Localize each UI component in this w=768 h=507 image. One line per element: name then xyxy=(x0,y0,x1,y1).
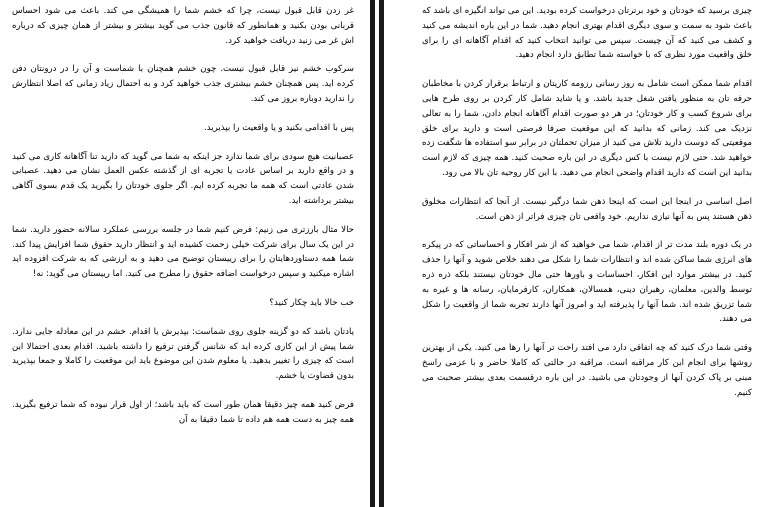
left-page xyxy=(0,0,370,507)
left-paragraph: حالا مثال بارزتری می زنیم: فرض کنیم شما در جلسه بررسی عملکرد سالانه حضور دارید. شما در این یک سال برای شرکت خیلی زحمت کشیده اید و انتظار دارید حقوق شما افزایش پیدا کند. شما همه دستاوردهایتان را برای رییستان توضیح می دهید و به ارزشی که به شرکت افزوده اید اشاره میکنید و سپس درخواست اضافه حقوق را مطرح می کنید. اما رییستان می گوید: نه! xyxy=(12,224,354,280)
left-page-text xyxy=(12,4,354,442)
left-paragraph: سرکوب خشم نیز قابل قبول نیست. چون خشم همچنان با شماست و آن را در درونتان دفن کرده اید. پس همچنان خشم بیشتری جذب خواهید کرد و به احتمال زیاد زمانی که اصلا انتظارش را ندارید دوباره بروز می کند. xyxy=(12,64,354,104)
right-paragraph: اصل اساسی در اینجا این است که اینجا ذهن شما درگیر نیست. از آنجا که انتظارات مخلوق ذهن هستند پس به آنها نیازی نداریم. خود واقعی تان چیزی فراتر از ذهن است. xyxy=(422,196,752,222)
left-paragraph: خب حالا باید چکار کنید؟ xyxy=(269,297,354,308)
right-paragraph: اقدام شما ممکن است شامل به روز رسانی رزومه کاریتان و ارتباط برقرار کردن با مخاطبان حرفه تان به منظور یافتن شغل جدید باشد. و یا شاید شامل کار کردن بر روی طرح هایی برای شروع کسب و کار خودتان؛ در هر دو صورت اقدام آگاهانه انجام دادن، شما را به تعالی نزدیک می کند. زمانی که بدانید که این موقعیت صرفا فرصتی است و دارید برای خلق موقعیتی که دوست دارید تلاش می کنید از میزان تحملتان در برابر سو استفاده ها شگفت زده خواهید شد. حتی لازم نیست با کس دیگری در این باره صحبت کنید. همه چیزی که لازم است بدانید این است که دارید اقدام واضحی انجام می دهید. با این کار روحیه تان بالا می رود. xyxy=(422,79,752,178)
right-paragraph: در یک دوره بلند مدت تر از اقدام، شما می خواهید که از شر افکار و احساساتی که در پیکره های انرژی شما ساکن شده اند و انتظارات شما را شکل می دهند خلاص شوید و آنها را حذف کنید. در بیشتر موارد این افکار، احساسات و باورها حتی مال خودتان نیستند بلکه ذره ذره توسط والدین، معلمان، رهبران دینی، همسالان، همکاران، کارفرمایان، رسانه ها و غیره به شما تزریق شده اند. شما آنها را پذیرفته اید و امروز آنها دارند تجربه شما از واقعیت را شکل می دهند. xyxy=(422,240,752,325)
right-page-text xyxy=(422,4,752,414)
left-paragraph: پس با اقدامی بکنید و یا واقعیت را بپذیرید. xyxy=(204,122,354,133)
page-gutter xyxy=(370,0,384,507)
left-paragraph: یادتان باشد که دو گزینه جلوی روی شماست: بپذیرش یا اقدام. خشم در این معادله جایی ندارد. شما پیش از این کاری کرده اید که شانس گرفتن ترفیع را داشته باشید. اقدام بعدی احتمالا این است که چیزی را تغییر بدهید. یا معلوم شدن این موضوع باید این موقعیت را کاملا و جمعا بپذیرید بدون قضاوت یا خشم. xyxy=(12,326,354,382)
left-paragraph: فرض کنید همه چیز دقیقا همان طور است که باید باشد؛ از اول قرار نبوده که شما ترفیع بگیرید. همه چیز به دست همه هم داده تا شما دقیقا به آن xyxy=(12,399,354,425)
left-paragraph: غر زدن قابل قبول نیست، چرا که خشم شما را همیشگی می کند. باعث می شود احساس قربانی بودن بکنید و همانطور که قانون جذب می گوید بیشتر و بیشتر از همان چیزی که درباره اش غر می زنید دریافت خواهید کرد. xyxy=(12,6,354,46)
right-paragraph: چیزی برسید که خودتان و خود برترتان درخواست کرده بودید. این می تواند انگیزه ای باشد که باعث شود به سمت و سوی دیگری اقدام بهتری انجام دهید. شما در این باره اندیشه می کنید و کشف می کنید که آن چیست. سپس می توانید انتخاب کنید که اقدام آگاهانه ای را برای خلق واقعیت مورد نظری که با خواسته شما تطابق دارد انجام دهید. xyxy=(422,6,752,61)
left-paragraph: عصبانیت هیچ سودی برای شما ندارد جز اینکه به شما می گوید که دارید تنا آگاهانه کاری می کنید و در واقع دارید بر اساس عادت یا تجربه ای از گذشته عکس العمل نشان می دهید. عصبانی شدن عادتی است که همه ما تجربه کرده ایم. اگر جلوی خودتان را بگیرید یک قدم بسوی آگاهی بیشتر برداشته اید. xyxy=(12,151,354,206)
right-paragraph: وقتی شما درک کنید که چه اتفاقی دارد می افتد راحت تر آنها را رها می کنید. یکی از بهترین روشها برای انجام این کار مراقبه است. مراقبه در حالتی که کاملا حاضر و با عزمی راسخ مبنی بر پاک کردن آنها از وجودتان می باشید. در این باره درقسمت بعدی بیشتر صحبت می کنیم. xyxy=(422,343,752,398)
right-page xyxy=(384,0,768,507)
